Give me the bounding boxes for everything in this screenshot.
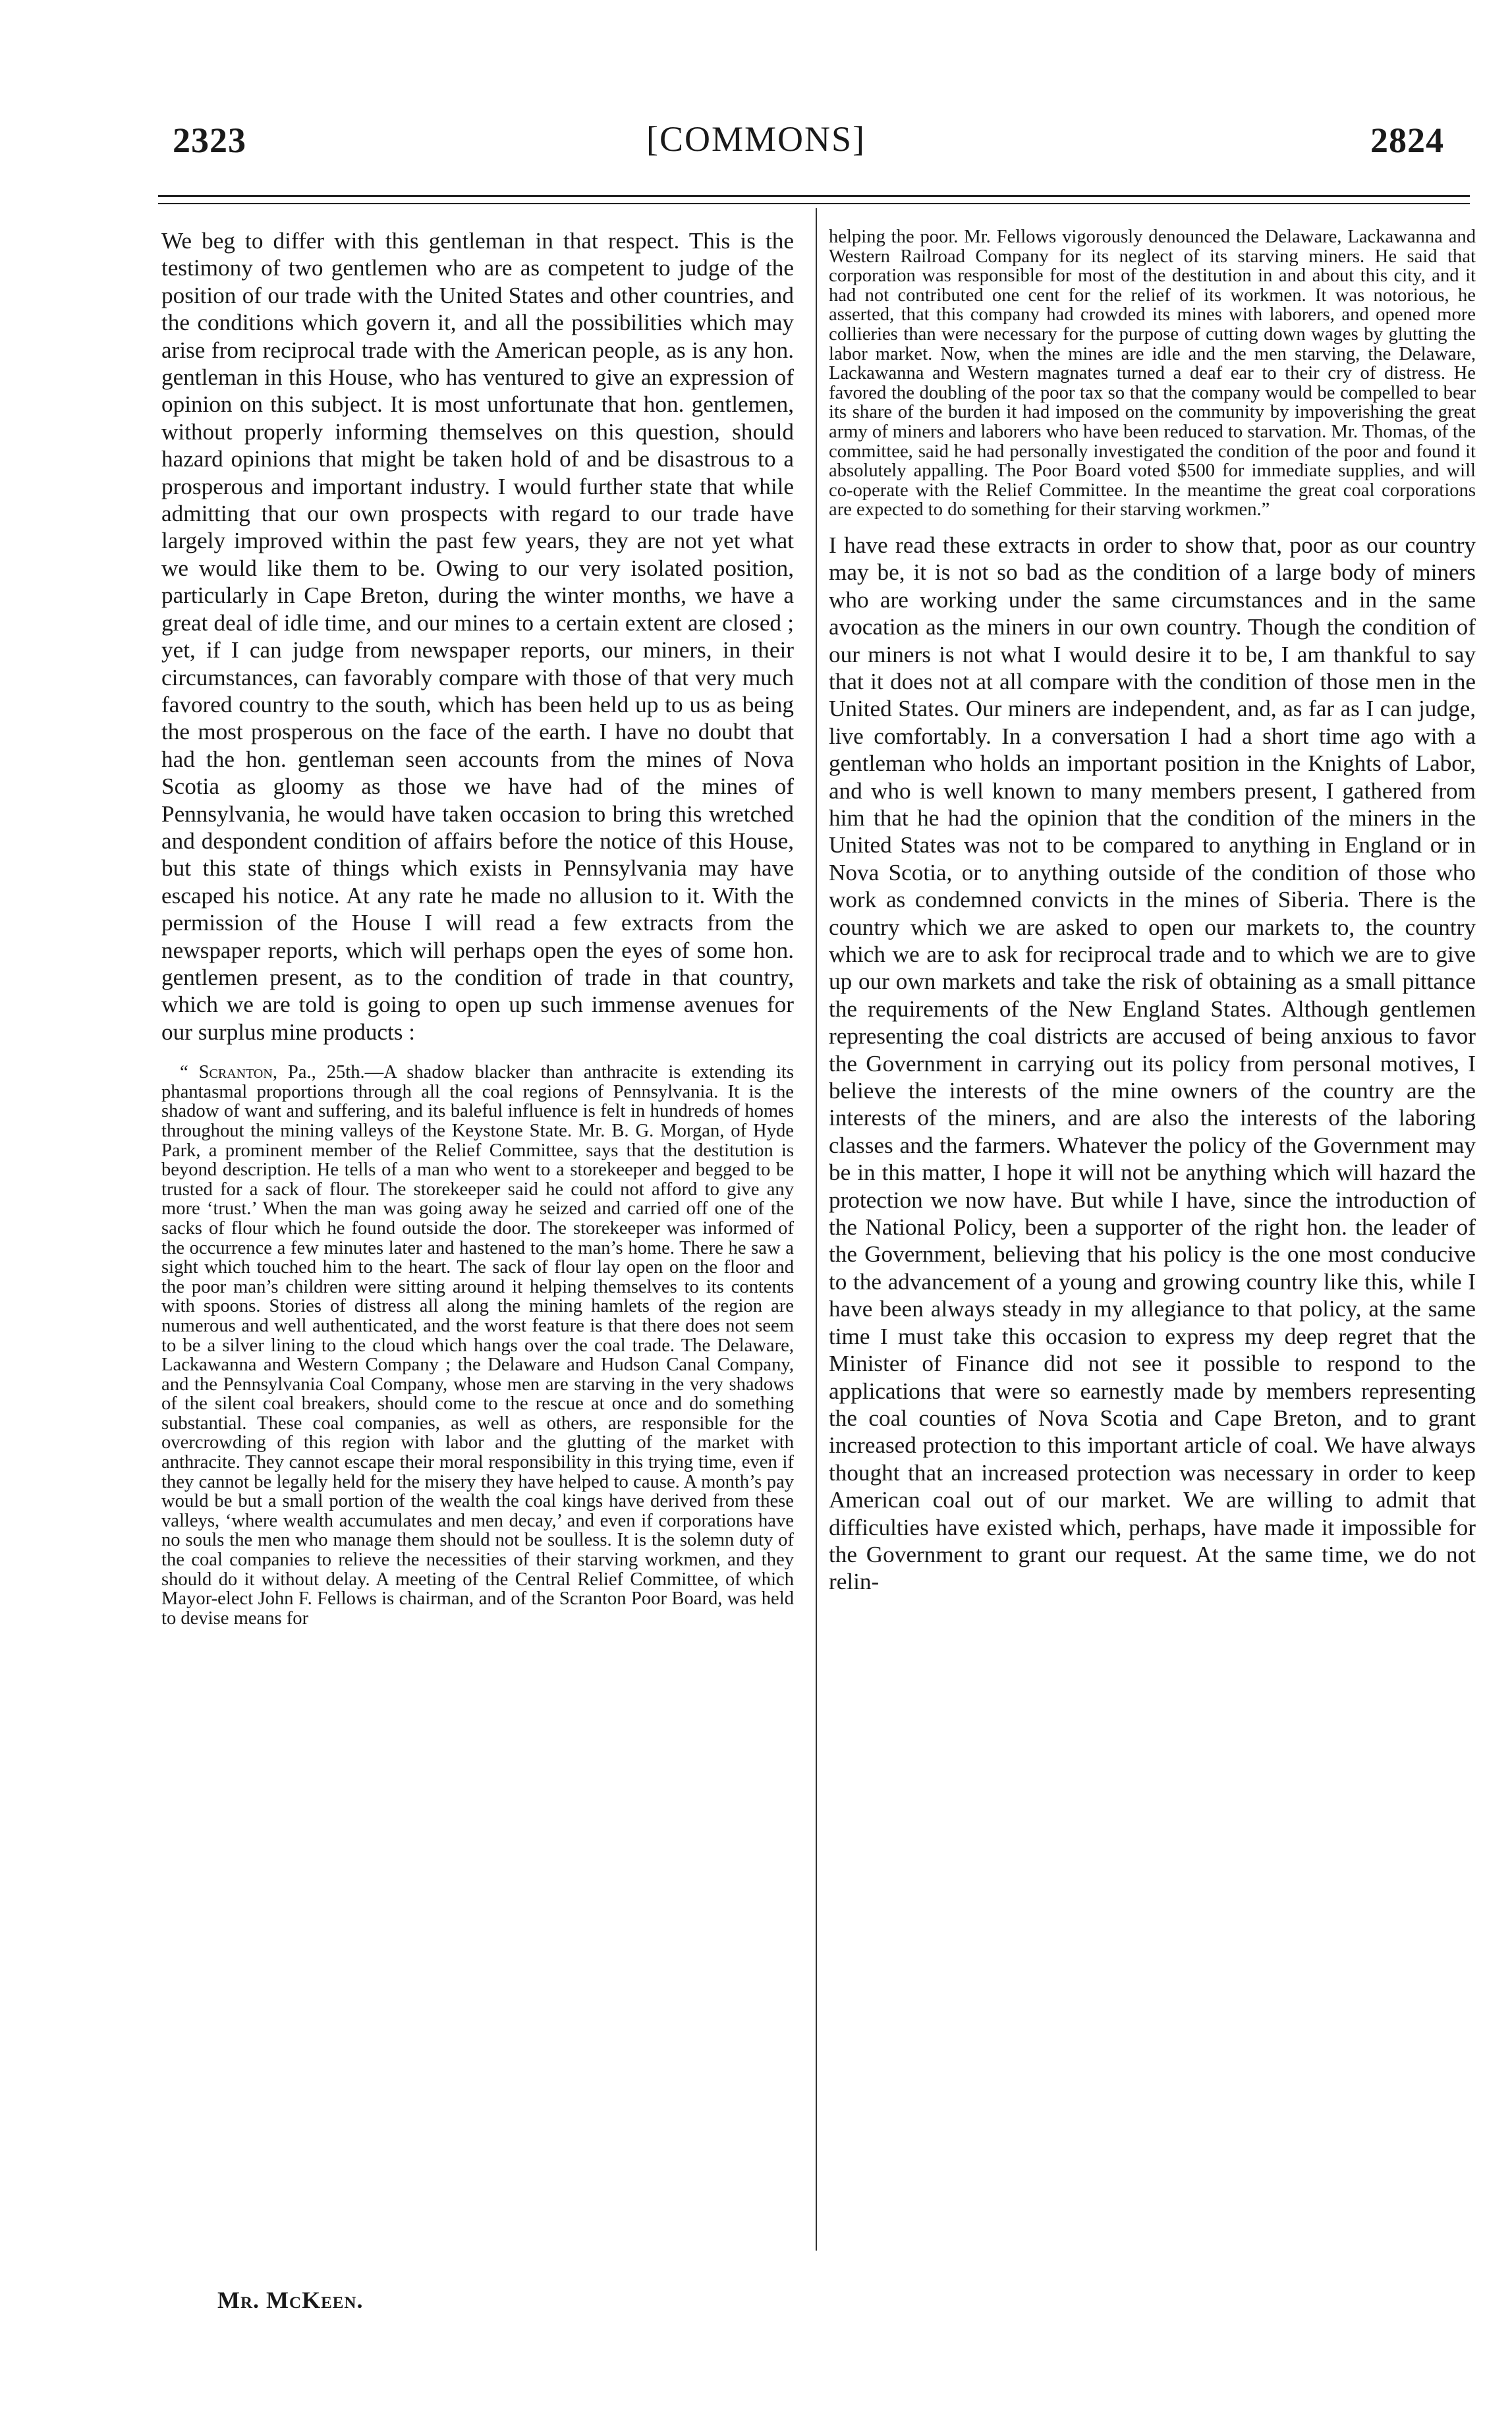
left-page-number: 2323 [173, 121, 246, 160]
newspaper-quote-continued: helping the poor. Mr. Fellows vigorously denounced the Delaware, Lackawanna and Western Railroad Company for its neglect of its starving miners. He said that corporation was responsible for most of the destitution in and about this city, and it had not contributed one cent for the relief of its workmen. It was notorious, he asserted, that this company had crowded its mines with laborers, and opened more collieries than were necessary for the purpose of cutting down wages by glutting the labor market. Now, when the mines are idle and the men starving, the Delaware, Lackawanna and Western magnates turned a deaf ear to their cry of distress. He favored the doubling of the poor tax so that the company would be compelled to bear its share of the burden it had imposed on the community by impoverishing the great army of miners and laborers who have been reduced to starvation. Mr. Thomas, of the committee, said he had personally investigated the condition of the poor and found it absolutely appalling. The Poor Board voted $500 for immediate supplies, and will co-operate with the Relief Committee. In the meantime the great coal corporations are expected to do something for their starving workmen.” [829, 227, 1476, 520]
header-rule-thin [158, 203, 1470, 204]
right-page-number: 2824 [1370, 121, 1444, 160]
quote-open-mark: “ [180, 1062, 199, 1083]
column-divider [816, 208, 817, 2251]
header-rule-thick [158, 195, 1470, 197]
quote-text: , Pa., 25th.—A shadow blacker than anthracite is extending its phantasmal proportions through all the coal regions of Pennsylvania. It is the shadow of want and suffering, and its baleful influence is felt in hundreds of homes throughout the mining valleys of the Keystone State. Mr. B. G. Morgan, of Hyde Park, a prominent member of the Relief Committee, says that the destitution is beyond description. He tells of a man who went to a storekeeper and begged to be trusted for a sack of flour. The storekeeper said he could not afford to give any more ‘trust.’ When the man was going away he seized and carried off one of the sacks of flour which he found outside the door. The storekeeper was informed of the occurrence a few minutes later and hastened to the man’s home. There he saw a sight which touched him to the heart. The sack of flour lay open on the floor and the poor man’s children were sitting around it helping themselves to its contents with spoons. Stories of distress all along the mining hamlets of the region are numerous and well authenticated, and the worst feature is that there does not seem to be a silver lining to the cloud which hangs over the coal trade. The Delaware, Lackawanna and Western Company ; the Delaware and Hudson Canal Company, and the Pennsylvania Coal Company, whose men are starving in the very shadows of the silent coal breakers, should come to the rescue at once and do something substantial. These coal companies, as well as others, are responsible for the overcrowding of this region with labor and the glutting of the market with anthracite. They cannot escape their moral responsibility in this trying time, even if they cannot be legally held for the misery they have helped to cause. A month’s pay would be but a small portion of the wealth the coal kings have derived from these valleys, ‘where wealth accumulates and men decay,’ and even if corporations have no souls the men who manage them should not be soulless. It is the solemn duty of the coal companies to relieve the necessities of their starving workmen, and they should do it without delay. A meeting of the Central Relief Committee, of which Mayor-elect John F. Fellows is chairman, and of the Scranton Poor Board, was held to devise means for [161, 1062, 794, 1629]
speaker-name: Mr. McKeen. [217, 2287, 364, 2313]
left-column [161, 227, 794, 1628]
newspaper-quote [161, 1063, 794, 1628]
quote-dateline: Scranton [198, 1062, 273, 1083]
right-column [829, 227, 1476, 1596]
speech-paragraph: I have read these extracts in order to show that, poor as our country may be, it is not so bad as the condition of a large body of miners who are working under the same circumstances and in the same avocation as the miners in our own country. Though the condition of our miners is not what I would desire it to be, I am thankful to say that it does not at all compare with the condition of those men in the United States. Our miners are independent, and, as far as I can judge, live comfortably. In a conversation I had a short time ago with a gentleman who holds an important position in the Knights of Labor, and who is well known to many members present, I gathered from him that he had the opinion that the condition of the miners in the United States was not to be compared to anything in England or in Nova Scotia, or to anything outside of the condition of those who work as condemned convicts in the mines of Siberia. There is the country which we are asked to open our markets to, the country which we are to ask for reciprocal trade and to which we are to give up our own markets and take the risk of obtaining as a small pittance the requirements of the New England States. Although gentlemen representing the coal districts are accused of being anxious to favor the Government in carrying out its policy from personal motives, I believe the interests of the mine owners of the country are the interests of the miners, and are also the interests of the laboring classes and the farmers. Whatever the policy of the Government may be in this matter, I hope it will not be anything which will hazard the protection we now have. But while I have, since the introduction of the National Policy, been a supporter of the right hon. the leader of the Government, believing that his policy is the one most conducive to the advancement of a young and growing country like this, while I have been always steady in my allegiance to that policy, at the same time I must take this occasion to express my deep regret that the Minister of Finance did not see it possible to respond to the applications that were so earnestly made by members representing the coal counties of Nova Scotia and Cape Breton, and to grant increased protection to this important article of coal. We have always thought that an increased protection was necessary in order to keep American coal out of our market. We are willing to admit that difficulties have existed which, perhaps, have made it impossible for the Government to grant our request. At the same time, we do not relin- [829, 532, 1476, 1595]
speech-paragraph: We beg to differ with this gentleman in that respect. This is the testimony of two gentlemen who are as competent to judge of the position of our trade with the United States and other countries, and the conditions which govern it, and all the possibilities which may arise from reciprocal trade with the American people, as is any hon. gentleman in this House, who has ventured to give an expression of opinion on this subject. It is most unfortunate that hon. gentlemen, without properly informing themselves on this question, should hazard opinions that might be taken hold of and be disastrous to a prosperous and important industry. I would further state that while admitting that our own prospects with regard to our trade have largely improved within the past few years, they are not yet what we would like them to be. Owing to our very isolated position, particularly in Cape Breton, during the winter months, we have a great deal of idle time, and our mines to a certain extent are closed ; yet, if I can judge from newspaper reports, our miners, in their circumstances, can favorably compare with those of that very much favored country to the south, which has been held up to us as being the most prosperous on the face of the earth. I have no doubt that had the hon. gentleman seen accounts from the mines of Nova Scotia as gloomy as those we have had of the mines of Pennsylvania, he would have taken occasion to bring this wretched and despondent condition of affairs before the notice of this House, but this state of things which exists in Pennsylvania may have escaped his notice. At any rate he made no allusion to it. With the permission of the House I will read a few extracts from the newspaper reports, which will perhaps open the eyes of some hon. gentlemen present, as to the condition of trade in that country, which we are told is going to open up such immense avenues for our surplus mine products : [161, 228, 794, 1045]
running-header: [COMMONS] [646, 119, 866, 159]
